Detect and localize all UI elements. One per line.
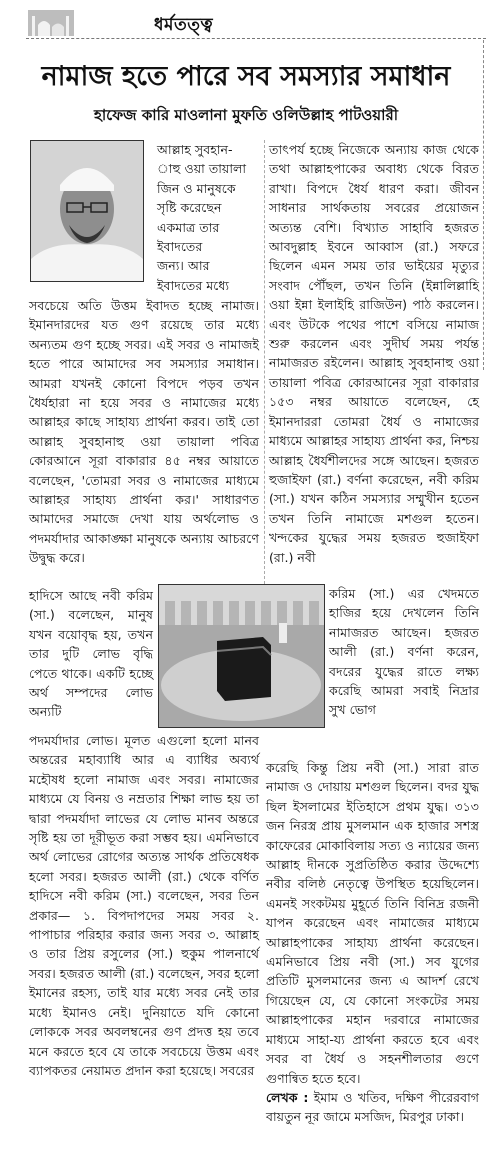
paragraph: করেছি কিন্তু প্রিয় নবী (সা.) সারা রাত নামাজ ও দোয়ায় মশগুল ছিলেন। বদর যুদ্ধ ছিল ইসলামের ইতিহাসে প্রথম যুদ্ধ। ৩১৩ জন নিরস্ত্র প্রায় মুসলমান এক হাজার সশস্ত্র কাফেরের মোকাবিলায় সত্য ও ন্যায়ের জন্য আল্লাহ দীনকে সুপ্রতিষ্ঠিত করার উদ্দেশ্যে নবীর বলিষ্ঠ নেতৃত্বে উপস্থিত হয়েছিলেন। এমনই সংকটময় মুহূর্তে তিনি বিনিদ্র রজনী যাপন করেছেন এবং নামাজের মাধ্যমে আল্লাহপাকের সাহায্য প্রার্থনা করেছেন। এমনিভাবে প্রিয় নবী (সা.) সব যুগের প্রতিটি মুসলমানের জন্য এ আদর্শ রেখে গিয়েছেন যে, যে কোনো সংকটের সময় আল্লাহপাকের মহান দরবারে নামাজের মাধ্যমে সাহা-য্য প্রার্থনা করতে হবে এবং সবর বা ধৈর্য ও সহনশীলতার গুণে গুণান্বিত হতে হবে। xyxy=(266,760,479,1086)
text-line: আল্লাহ সুবহান- xyxy=(157,142,233,157)
column-left-main xyxy=(29,296,259,568)
column-right-top xyxy=(269,140,479,567)
column-left-top xyxy=(157,140,259,295)
author-photo xyxy=(30,140,144,282)
writer-note xyxy=(266,1088,479,1127)
paragraph: তাৎপর্য হচ্ছে নিজেকে অন্যায় কাজ থেকে তথা আল্লাহপাকের অবাধ্য থেকে বিরত রাখা। বিপদে ধৈর্য ধারণ করা। জীবন সাধনার সার্থকতায় সবরের প্রয়োজন অত্যন্ত বেশি। বিখ্যাত সাহাবি হজরত আবদুল্লাহ ইবনে আব্বাস (রা.) সফরে ছিলেন এমন সময় তার ভাইয়ের মৃত্যুর সংবাদ পৌঁছল, তখন তিনি (ইন্নালিল্লাহি ওয়া ইন্না ইলাইহি রাজিউন) পাঠ করলেন। এবং উটকে পথের পাশে বসিয়ে নামাজ শুরু করলেন এবং সুদীর্ঘ সময় পর্যন্ত নামাজরত রইলেন। আল্লাহ সুবহানাহু ওয়া তায়ালা পবিত্র কোরআনের সূরা বাকারার ১৫৩ নম্বর আয়াতে বলেছেন, হে ইমানদাররা তোমরা ধৈর্য ও নামাজের মাধ্যমে আল্লাহর সাহায্য প্রার্থনা কর, নিশ্চয় আল্লাহ ধৈর্যশীলদের সঙ্গে আছেন। হজরত হুজাইফা (রা.) বর্ণনা করেছেন, নবী করিম (সা.) যখন কঠিন সমস্যার সম্মুখীন হতেন তখন তিনি নামাজে মশগুল হতেন। খন্দকের যুদ্ধের সময় হজরত হুজাইফা (রা.) নবী xyxy=(269,142,479,565)
text-line: ইবাদতের মধ্যে xyxy=(157,277,230,293)
text-line: ইবাদতের xyxy=(157,239,203,255)
text-line: জিন ও মানুষকে xyxy=(157,180,236,196)
text-line: াহু ওয়া তায়ালা xyxy=(157,161,247,177)
paragraph: সবচেয়ে অতি উত্তম ইবাদত হচ্ছে নামাজ। ইমানদারদের যত গুণ রয়েছে তার মধ্যে অন্যতম গুণ হচ্ছে সবর। এই সবর ও নামাজই হতে পারে আমাদের সব সমস্যার সমাধান। আমরা যখনই কোনো বিপদে পড়ব তখন ধৈর্যহারা না হয়ে সবর ও নামাজের মধ্যে আল্লাহর কাছে সাহায্য প্রার্থনা করব। তাই তো আল্লাহ সুবহানাহু ওয়া তায়ালা পবিত্র কোরআনে সূরা বাকারার ৪৫ নম্বর আয়াতে বলেছেন, 'তোমরা সবর ও নামাজের মাধ্যমে আল্লাহর সাহায্য প্রার্থনা কর।' সাধারণত আমাদের সমাজে দেখা যায় অর্থলোভ ও পদমর্যাদার আকাঙ্ক্ষা মানুষকে অন্যায় আচরণে উদ্বুদ্ধ করে। xyxy=(29,298,259,566)
writer-text: ইমাম ও খতিব, দক্ষিণ পীরেরবাগ বায়তুন নূর জামে মসজিদ, মিরপুর ঢাকা। xyxy=(266,1089,479,1125)
column-divider xyxy=(264,140,265,584)
paragraph: করিম (সা.) এর খেদমতে হাজির হয়ে দেখলেন তিনি নামাজরত আছেন। হজরত আলী (রা.) বর্ণনা করেন, বদরের যুদ্ধের রাতে লক্ষ্য করেছি আমরা সবাই নিদ্রার সুখ ভোগ xyxy=(329,586,479,718)
text-line: সৃষ্টি করেছেন xyxy=(157,200,222,216)
article-headline: নামাজ হতে পারে সব সমস্যার সমাধান xyxy=(41,61,451,92)
column-left-bottom xyxy=(29,731,259,1080)
text-line: একমাত্র তার xyxy=(157,219,220,235)
mosque-logo-icon xyxy=(28,10,74,36)
column-right-bottom xyxy=(266,758,479,1127)
column-rule xyxy=(483,40,484,370)
column-right-mid xyxy=(329,584,479,720)
paragraph: হাদিসে আছে নবী করিম (সা.) বলেছেন, মানুষ যখন বয়োবৃদ্ধ হয়, তখন তার দুটি লোভ বৃদ্ধি পেতে থাকে। একটি হচ্ছে অর্থ সম্পদের লোভ অন্যটি xyxy=(29,588,153,720)
kaaba-photo xyxy=(158,584,325,728)
article-byline: হাফেজ কারি মাওলানা মুফতি ওলিউল্লাহ পাটওয়ারী xyxy=(93,106,399,124)
column-left-mid xyxy=(29,586,153,722)
text-line: জন্য। আর xyxy=(157,258,210,274)
paragraph: পদমর্যাদার লোভ। মূলত এগুলো হলো মানব অন্তরের মহাব্যাধি আর এ ব্যাধির অব্যর্থ মহৌষধ হলো নামাজ এবং সবর। নামাজের মাধ্যমে যে বিনয় ও নম্রতার শিক্ষা লাভ হয় তা দ্বারা পদমর্যাদা লাভের যে লোভ মানব অন্তরে সৃষ্টি হয় তা দূরীভূত করা সম্ভব হয়। এমনিভাবে অর্থ লোভের রোগের অত্যন্ত সার্থক প্রতিষেধক হলো সবর। হজরত আলী (রা.) থেকে বর্ণিত হাদিসে নবী করিম (সা.) বলেছেন, সবর তিন প্রকার— ১. বিপদাপদের সময় সবর ২. পাপাচার পরিহার করার জন্য সবর ৩. আল্লাহ ও তার প্রিয় রসুলের (সা.) হুকুম পালনার্থে সবর। হজরত আলী (রা.) বলেছেন, সবর হলো ইমানের রহস্য, তাই যার মধ্যে সবর নেই তার মধ্যে ইমানও নেই। দুনিয়াতে যদি কোনো লোককে সবর অবলম্বনের গুণ প্রদত্ত হয় তবে মনে করতে হবে যে তাকে সবচেয়ে উত্তম এবং ব্যাপকতর নেয়ামত প্রদান করা হয়েছে। সবরের xyxy=(29,733,259,1078)
section-title: ধর্মতত্ত্ব xyxy=(154,15,214,35)
section-header xyxy=(26,8,486,39)
writer-label: লেখক : xyxy=(266,1089,309,1105)
